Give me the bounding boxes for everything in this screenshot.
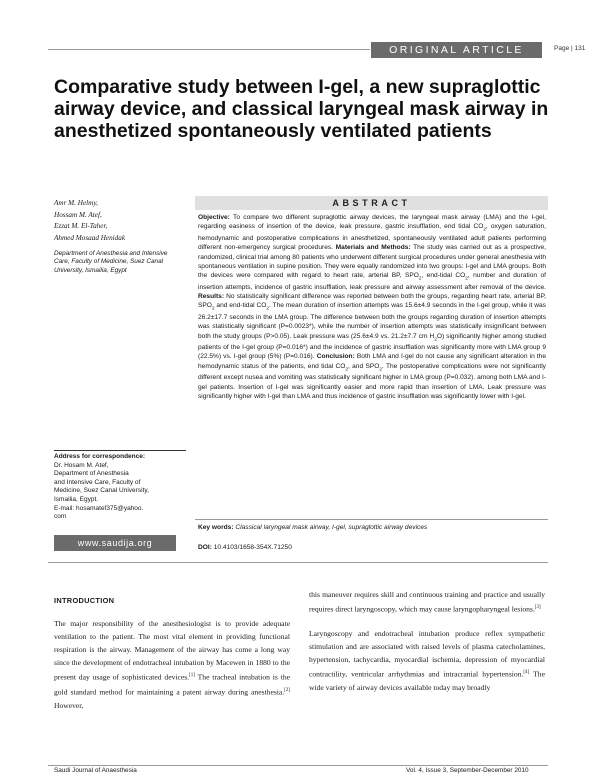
- correspondence-line: Dr. Hosam M. Atef,: [54, 461, 109, 469]
- results-text: No statistically significant difference was reported between both the groups, regarding heart rate, arterial BP, SPO: [198, 293, 546, 310]
- results-text: . The mean duration of insertion attempts was 15.6±4.9 seconds in the I-gel group, while it was 26.2±17.7 seconds in the LMA group. The difference between both the groups regarding duration of insertion attempts was statistically significant (P=0.0023*), while the number of insertion attempts was statistically insignificant between both the study groups (P>0.05). Leak pressure was (25.6±4.9 vs. 21.2±7.7 cm H: [198, 302, 546, 340]
- subscript: 2: [266, 305, 269, 311]
- objective-text: To compare two different supraglottic airway devices, the laryngeal mask airway (LMA) and the I-gel, regarding easiness of insertion of the device, leak pressure, gastric insufflation, end tidal CO: [198, 214, 546, 231]
- conclusion-label: Conclusion:: [316, 353, 355, 361]
- results-text: O) significantly higher among studied patients of the I-gel group (P=0.016*) and the incidence of gastric insufflation was significantly more with LMA group 9 (22.5%) vs. I-gel group (5%) (P=0.016).: [198, 332, 546, 361]
- abstract-heading: ABSTRACT: [195, 196, 548, 210]
- footer-issue: Vol. 4, Issue 3, September-December 2010: [406, 767, 529, 774]
- intro-right-column: [309, 588, 545, 705]
- subscript: 2: [211, 305, 215, 311]
- author-list: [54, 198, 184, 244]
- correspondence-block: [54, 453, 186, 522]
- citation[interactable]: [2]: [284, 688, 290, 693]
- author-name: Hossam M. Atef,: [54, 210, 102, 219]
- author-name: Ahmed Mosaad Henidak: [54, 233, 126, 242]
- objective-text: , oxygen saturation, hemodynamic and postoperative complications in anesthetized, spontaneously ventilated adult patients performing different non-emergency surgical procedures.: [198, 223, 546, 252]
- correspondence-line: and Intensive Care, Faculty of: [54, 478, 141, 486]
- intro-paragraph: [54, 617, 290, 712]
- section-rule: [48, 562, 548, 563]
- subscript: 2: [379, 366, 382, 372]
- methods-text: , end-tidal CO: [421, 272, 466, 280]
- intro-text: this maneuver requires skill and continuous training and practice and usually requires direct laryngoscopy, which may cause laryngopharyngeal lesions.: [309, 590, 545, 614]
- correspondence-line: Department of Anesthesia: [54, 470, 129, 478]
- abstract-rule: [195, 519, 548, 520]
- keywords-text: Classical laryngeal mask airway, I-gel, supraglottic airway devices: [235, 524, 428, 531]
- objective-label: Objective:: [198, 214, 230, 221]
- intro-paragraph: [309, 627, 545, 694]
- citation[interactable]: [3]: [534, 605, 541, 611]
- conclusion-text: Both LMA and I-gel do not cause any significant alteration in the hemodynamic status of the patients, end tidal CO: [198, 353, 547, 370]
- article-title: Comparative study between I-gel, a new supraglottic airway device, and classical laryngeal mask airway in anesthetized spontaneously ventilated patients: [54, 76, 549, 142]
- correspondence-line: Medicine, Suez Canal University,: [54, 487, 149, 495]
- intro-text: The tracheal intubation is the gold standard method for maintaining a patent airway during anesthesia.: [54, 672, 290, 697]
- intro-paragraph: [309, 588, 545, 616]
- intro-text: However,: [54, 700, 84, 710]
- keywords-label: Key words:: [198, 524, 234, 531]
- abstract-body: [198, 213, 546, 401]
- header-rule: [48, 49, 370, 50]
- intro-left-column: [54, 617, 290, 712]
- section-label: ORIGINAL ARTICLE: [371, 42, 542, 58]
- intro-text: Laryngoscopy and endotracheal intubation produce reflex sympathetic stimulation and are associated with raised levels of plasma catecholamines, hypertension, tachycardia, myocardial ischemia, depression of myocardial contractility, ventricular arrhythmias and intracranial hypertension.: [309, 628, 545, 679]
- methods-text: , number and duration of insertion attempts, incidence of gastric insufflation, leak pressure and airway assessment after removal of the device.: [198, 272, 546, 291]
- page-number: Page | 131: [554, 45, 586, 52]
- correspondence-email[interactable]: E-mail: hosamatef375@yahoo.: [54, 504, 144, 512]
- subscript: 2: [465, 275, 468, 281]
- footer-journal: Saudi Journal of Anaesthesia: [54, 767, 137, 774]
- doi-link[interactable]: 10.4103/1658-354X.71250: [213, 544, 292, 551]
- intro-heading: INTRODUCTION: [54, 596, 115, 605]
- correspondence-title: Address for correspondence:: [54, 453, 146, 460]
- keywords: [198, 523, 546, 532]
- doi: [198, 543, 546, 552]
- correspondence-line: com: [54, 513, 67, 521]
- correspondence-line: Ismailia, Egypt.: [54, 495, 99, 503]
- conclusion-text: . The postoperative complications were not significantly different except nusea and vomiting was statistically significant higher in LMA group (P=0.032). among both LMA and I-gel patients. Insertion of I-gel was significantly easier and more rapid than insertion of LMA. Leak pressure was significantly higher with I-gel than LMA and thus incidence of gastric insufflation was significantly lower with I-gel.: [198, 362, 546, 400]
- subscript: 2: [434, 335, 437, 341]
- citation[interactable]: [4]: [523, 670, 530, 675]
- footer-rule: [48, 765, 548, 766]
- correspondence-rule: [54, 450, 186, 451]
- methods-label: Materials and Methods:: [335, 244, 411, 252]
- results-text: and end-tidal CO: [214, 302, 267, 310]
- methods-text: The study was carried out as a prospective, randomized, clinical trial among 80 patients who underwent different surgical procedures under general anesthesia with spontaneous ventilation in supine position. They were equally randomized into two groups: I-gel and LMA groups. Both the devices were compared with regard to heart rate, arterial BP, SPO: [198, 244, 547, 280]
- intro-text: The major responsibility of the anesthesiologist is to provide adequate ventilation to the patient. The most vital element in providing functional respiration is the airway. Management of the airway has come a long way since the development of endotracheal intubation by Macewen in 1880 to the present day usage of sophisticated devices.: [54, 619, 290, 682]
- doi-label: DOI:: [198, 544, 212, 551]
- subscript: 2: [345, 366, 348, 372]
- website-link[interactable]: www.saudija.org: [54, 535, 176, 551]
- author-name: Ezzat M. El-Taher,: [54, 222, 108, 231]
- citation[interactable]: [1]: [189, 673, 195, 679]
- results-label: Results:: [198, 293, 225, 300]
- affiliation: Department of Anesthesia and Intensive Care, Faculty of Medicine, Suez Canal University, Ismailia, Egypt: [54, 250, 168, 274]
- subscript: 2: [418, 275, 422, 281]
- author-name: Amr M. Helmy,: [54, 199, 98, 207]
- intro-text: The wide variety of airway devices available today may broadly: [309, 669, 545, 692]
- conclusion-text: , and SPO: [347, 362, 380, 370]
- subscript: 2: [483, 226, 486, 232]
